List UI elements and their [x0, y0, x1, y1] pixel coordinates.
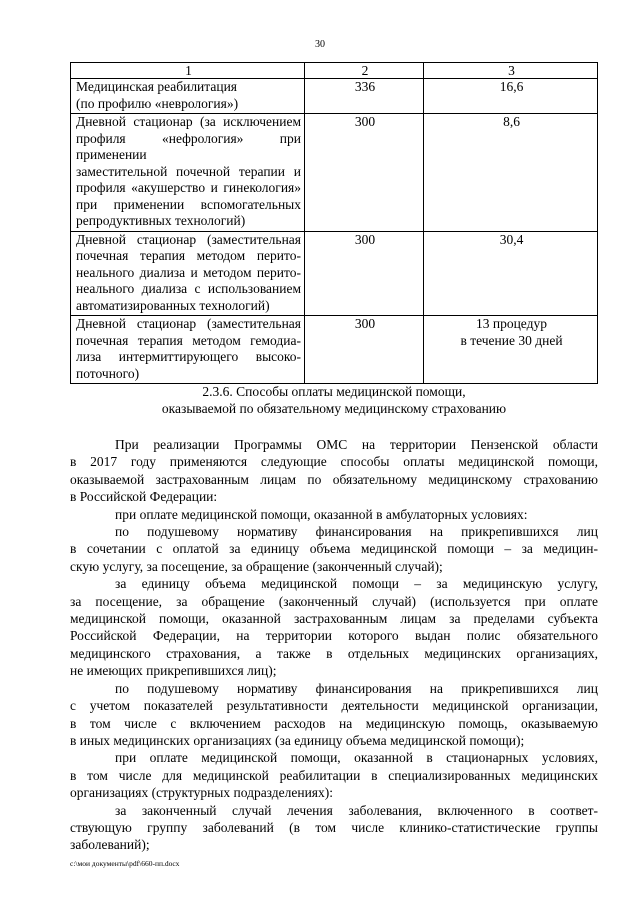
paragraph-line: в сочетании с оплатой за единицу объема медицинской помощи – за медицин- — [70, 541, 598, 557]
table-cell-value — [424, 79, 598, 114]
table-cell-name — [71, 79, 305, 114]
table-header-row — [71, 63, 598, 79]
paragraph-line: за единицу объема медицинской помощи – за медицинскую услугу, — [115, 576, 598, 592]
file-path-footer: c:\мои документы\pdf\660-пп.docx — [70, 859, 180, 868]
body-text — [70, 436, 598, 854]
table-row — [71, 79, 598, 114]
table-cell-line: Дневной стационар (заместительная — [76, 231, 301, 247]
paragraph-line: оказываемой застрахованным лицам по обязательному медицинскому страхованию — [70, 471, 598, 487]
paragraph — [70, 749, 598, 801]
table-cell-line: профиля «акушерство и гинекология» — [76, 180, 301, 195]
paragraph-line: по подушевому нормативу финансирования на прикрепившихся лиц — [115, 524, 598, 540]
paragraph-line: при оплате медицинской помощи, оказанной в амбулаторных условиях: — [115, 506, 528, 522]
paragraph-line: не имеющих прикрепившихся лиц); — [70, 663, 277, 679]
table-cell-value: 300 — [305, 316, 424, 384]
paragraph-line: скую услугу, за посещение, за обращение (законченный случай); — [70, 558, 443, 574]
table-cell-name — [71, 316, 305, 384]
table-cell-line: 16,6 — [499, 79, 524, 94]
table-cell-line: почечная терапия методом гемодиа- — [76, 332, 301, 348]
paragraph — [70, 680, 598, 750]
table-header-cell: 1 — [71, 63, 305, 79]
paragraph-line: по подушевому нормативу финансирования на прикрепившихся лиц — [115, 680, 598, 696]
section-title-line: 2.3.6. Способы оплаты медицинской помощи, — [202, 384, 466, 399]
paragraph — [70, 436, 598, 506]
table-cell-line: 8,6 — [503, 114, 520, 129]
paragraph-line: в Российской Федерации: — [70, 489, 218, 505]
table-cell-value — [424, 316, 598, 384]
table-cell-line: профиля «нефрология» при применении — [76, 130, 301, 162]
paragraph — [70, 523, 598, 575]
paragraph-line: организациях (структурных подразделениях): — [70, 785, 334, 801]
paragraph — [70, 575, 598, 679]
paragraph-line: Российской Федерации, на территории которого выдан полис обязательного — [70, 628, 598, 644]
table-cell-value — [424, 114, 598, 232]
table-row — [71, 114, 598, 232]
table-cell-value: 336 — [305, 79, 424, 114]
paragraph-line: в том числе с включением расходов на медицинскую помощь, оказываемую — [70, 715, 598, 731]
paragraph-line: в иных медицинских организациях (за единицу объема медицинской помощи); — [70, 732, 525, 748]
paragraph-line: за посещение, за обращение (законченный случай) (используется при оплате — [70, 593, 598, 609]
paragraph-line: заболеваний); — [70, 837, 150, 853]
table-cell-line: почечная терапия методом перито- — [76, 248, 301, 263]
paragraph-line: ствующую группу заболеваний (в том числе клинико-статистические группы — [70, 819, 598, 835]
table-row — [71, 316, 598, 384]
table-cell-value: 300 — [305, 231, 424, 316]
paragraph — [70, 506, 598, 523]
table-cell-line: лиза интермиттирующего высоко- — [76, 349, 301, 364]
table-cell-line: неального диализа с использованием — [76, 281, 301, 296]
section-title-line: оказываемой по обязательному медицинскому страхованию — [161, 401, 507, 416]
table-header-cell: 3 — [424, 63, 598, 79]
paragraph-line: с учетом показателей результативности деятельности медицинской организации, — [70, 698, 598, 714]
table-cell-line: неального диализа и методом перито- — [76, 264, 301, 280]
paragraph — [70, 802, 598, 854]
table-cell-line: репродуктивных технологий) — [76, 213, 246, 228]
table-cell-name — [71, 231, 305, 316]
section-title — [70, 383, 598, 417]
paragraph-line: при оплате медицинской помощи, оказанной в стационарных условиях, — [115, 750, 598, 766]
table-cell-line: Медицинская реабилитация — [76, 79, 237, 94]
table-cell-line: поточного) — [76, 365, 140, 381]
table-cell-line: Дневной стационар (заместительная — [76, 316, 301, 331]
table-cell-line: 30,4 — [499, 231, 524, 247]
paragraph-line: медицинского страхования, а также в отдельных медицинских организациях, — [70, 645, 598, 661]
table-cell-line: при применении вспомогательных — [76, 196, 301, 212]
table-cell-line: автоматизированных технологий) — [76, 297, 270, 313]
table-cell-line: в течение 30 дней — [460, 332, 563, 348]
paragraph-line: в 2017 году применяются следующие способы оплаты медицинской помощи, — [70, 454, 598, 470]
table-cell-line: 13 процедур — [475, 316, 547, 331]
table-cell-line: заместительной почечной терапии и — [76, 163, 301, 179]
table-cell-value — [424, 231, 598, 316]
table-row — [71, 231, 598, 316]
table-header-cell: 2 — [305, 63, 424, 79]
table-cell-line: (по профилю «неврология») — [76, 95, 239, 111]
paragraph-line: При реализации Программы ОМС на территории Пензенской области — [115, 437, 598, 452]
paragraph-line: в том числе для медицинской реабилитации в специализированных медицинских — [70, 767, 598, 783]
table-cell-line: Дневной стационар (за исключением — [76, 114, 301, 129]
norms-table — [70, 62, 598, 384]
paragraph-line: медицинской помощи, оказанной застрахованным лицам за пределами субъекта — [70, 611, 598, 627]
page-number: 30 — [315, 39, 325, 50]
paragraph-line: за законченный случай лечения заболевания, включенного в соответ- — [115, 802, 598, 818]
table-cell-name — [71, 114, 305, 232]
table-cell-value: 300 — [305, 114, 424, 232]
